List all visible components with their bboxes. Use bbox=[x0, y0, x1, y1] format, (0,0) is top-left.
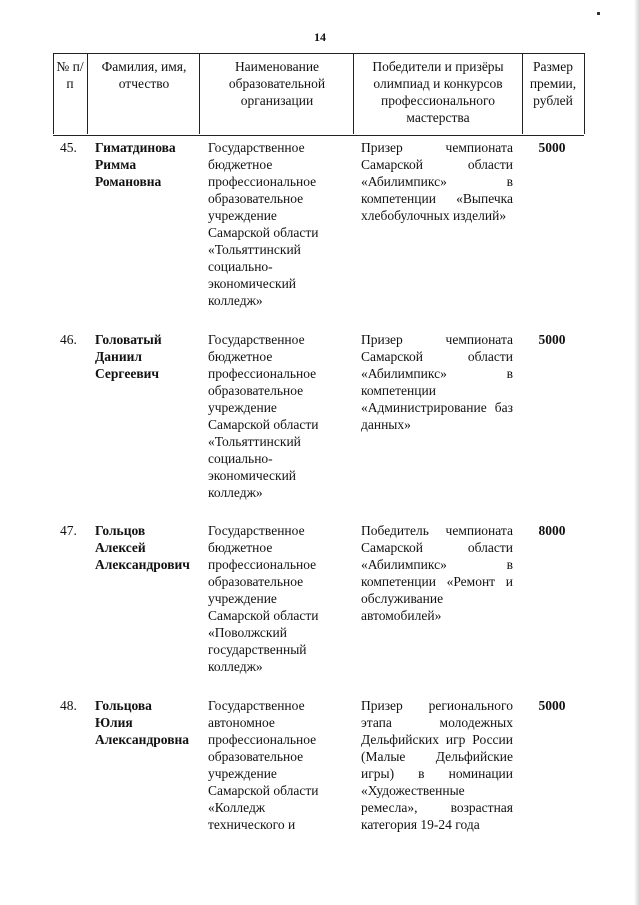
row-prize: 5000 bbox=[538, 140, 566, 155]
row-org: Государственное бюджетное профессиональное образовательное учреждение Самарской области «Тольяттинский социально- экономический колледж» bbox=[208, 332, 319, 500]
row-prize: 5000 bbox=[538, 332, 566, 347]
header-prize: Размер премии, рублей bbox=[529, 59, 577, 108]
row-achievement: Призер регионального этапа молодежных Дельфийских игр России (Малые Дельфийские игры) в номинации «Художественные ремесла», возрастная категория 19-24 года bbox=[361, 698, 513, 832]
header-name: Фамилия, имя, отчество bbox=[101, 59, 187, 91]
row-org: Государственное бюджетное профессиональное образовательное учреждение Самарской области «Тольяттинский социально- экономический колледж» bbox=[208, 140, 319, 308]
row-name: Гольцова Юлия Александровна bbox=[95, 698, 190, 747]
row-achievement: Призер чемпионата Самарской области «Абилимпикс» в компетенции «Администрирование баз данных» bbox=[361, 332, 513, 432]
row-prize: 8000 bbox=[538, 523, 566, 538]
scan-edge-shadow bbox=[634, 0, 640, 905]
row-number: 45. bbox=[60, 140, 77, 155]
row-name: Гольцов Алексей Александрович bbox=[95, 523, 190, 572]
row-achievement: Победитель чемпионата Самарской области «Абилимпикс» в компетенции «Ремонт и обслуживание автомобилей» bbox=[361, 523, 513, 623]
header-divider bbox=[87, 53, 88, 134]
header-divider bbox=[53, 53, 54, 134]
header-divider bbox=[199, 53, 200, 134]
row-name: Гиматдинова Римма Романовна bbox=[95, 140, 176, 189]
row-number: 47. bbox=[60, 523, 77, 538]
row-achievement: Призер чемпионата Самарской области «Абилимпикс» в компетенции «Выпечка хлебобулочных изделий» bbox=[361, 140, 513, 223]
scan-speck bbox=[597, 12, 600, 15]
header-achievement: Победители и призёры олимпиад и конкурсов профессионального мастерства bbox=[372, 59, 504, 125]
page-number: 14 bbox=[314, 30, 326, 44]
row-name: Головатый Даниил Сергеевич bbox=[95, 332, 162, 381]
row-prize: 5000 bbox=[538, 698, 566, 713]
row-number: 48. bbox=[60, 698, 77, 713]
row-number: 46. bbox=[60, 332, 77, 347]
header-org: Наименование образовательной организации bbox=[228, 59, 326, 108]
row-org: Государственное автономное профессиональное образовательное учреждение Самарской области «Колледж технического и bbox=[208, 698, 319, 832]
header-divider bbox=[353, 53, 354, 134]
header-divider bbox=[584, 53, 585, 134]
header-divider bbox=[522, 53, 523, 134]
header-no: № п/п bbox=[56, 59, 84, 91]
row-org: Государственное бюджетное профессиональное образовательное учреждение Самарской области «Поволжский государственный колледж» bbox=[208, 523, 319, 674]
